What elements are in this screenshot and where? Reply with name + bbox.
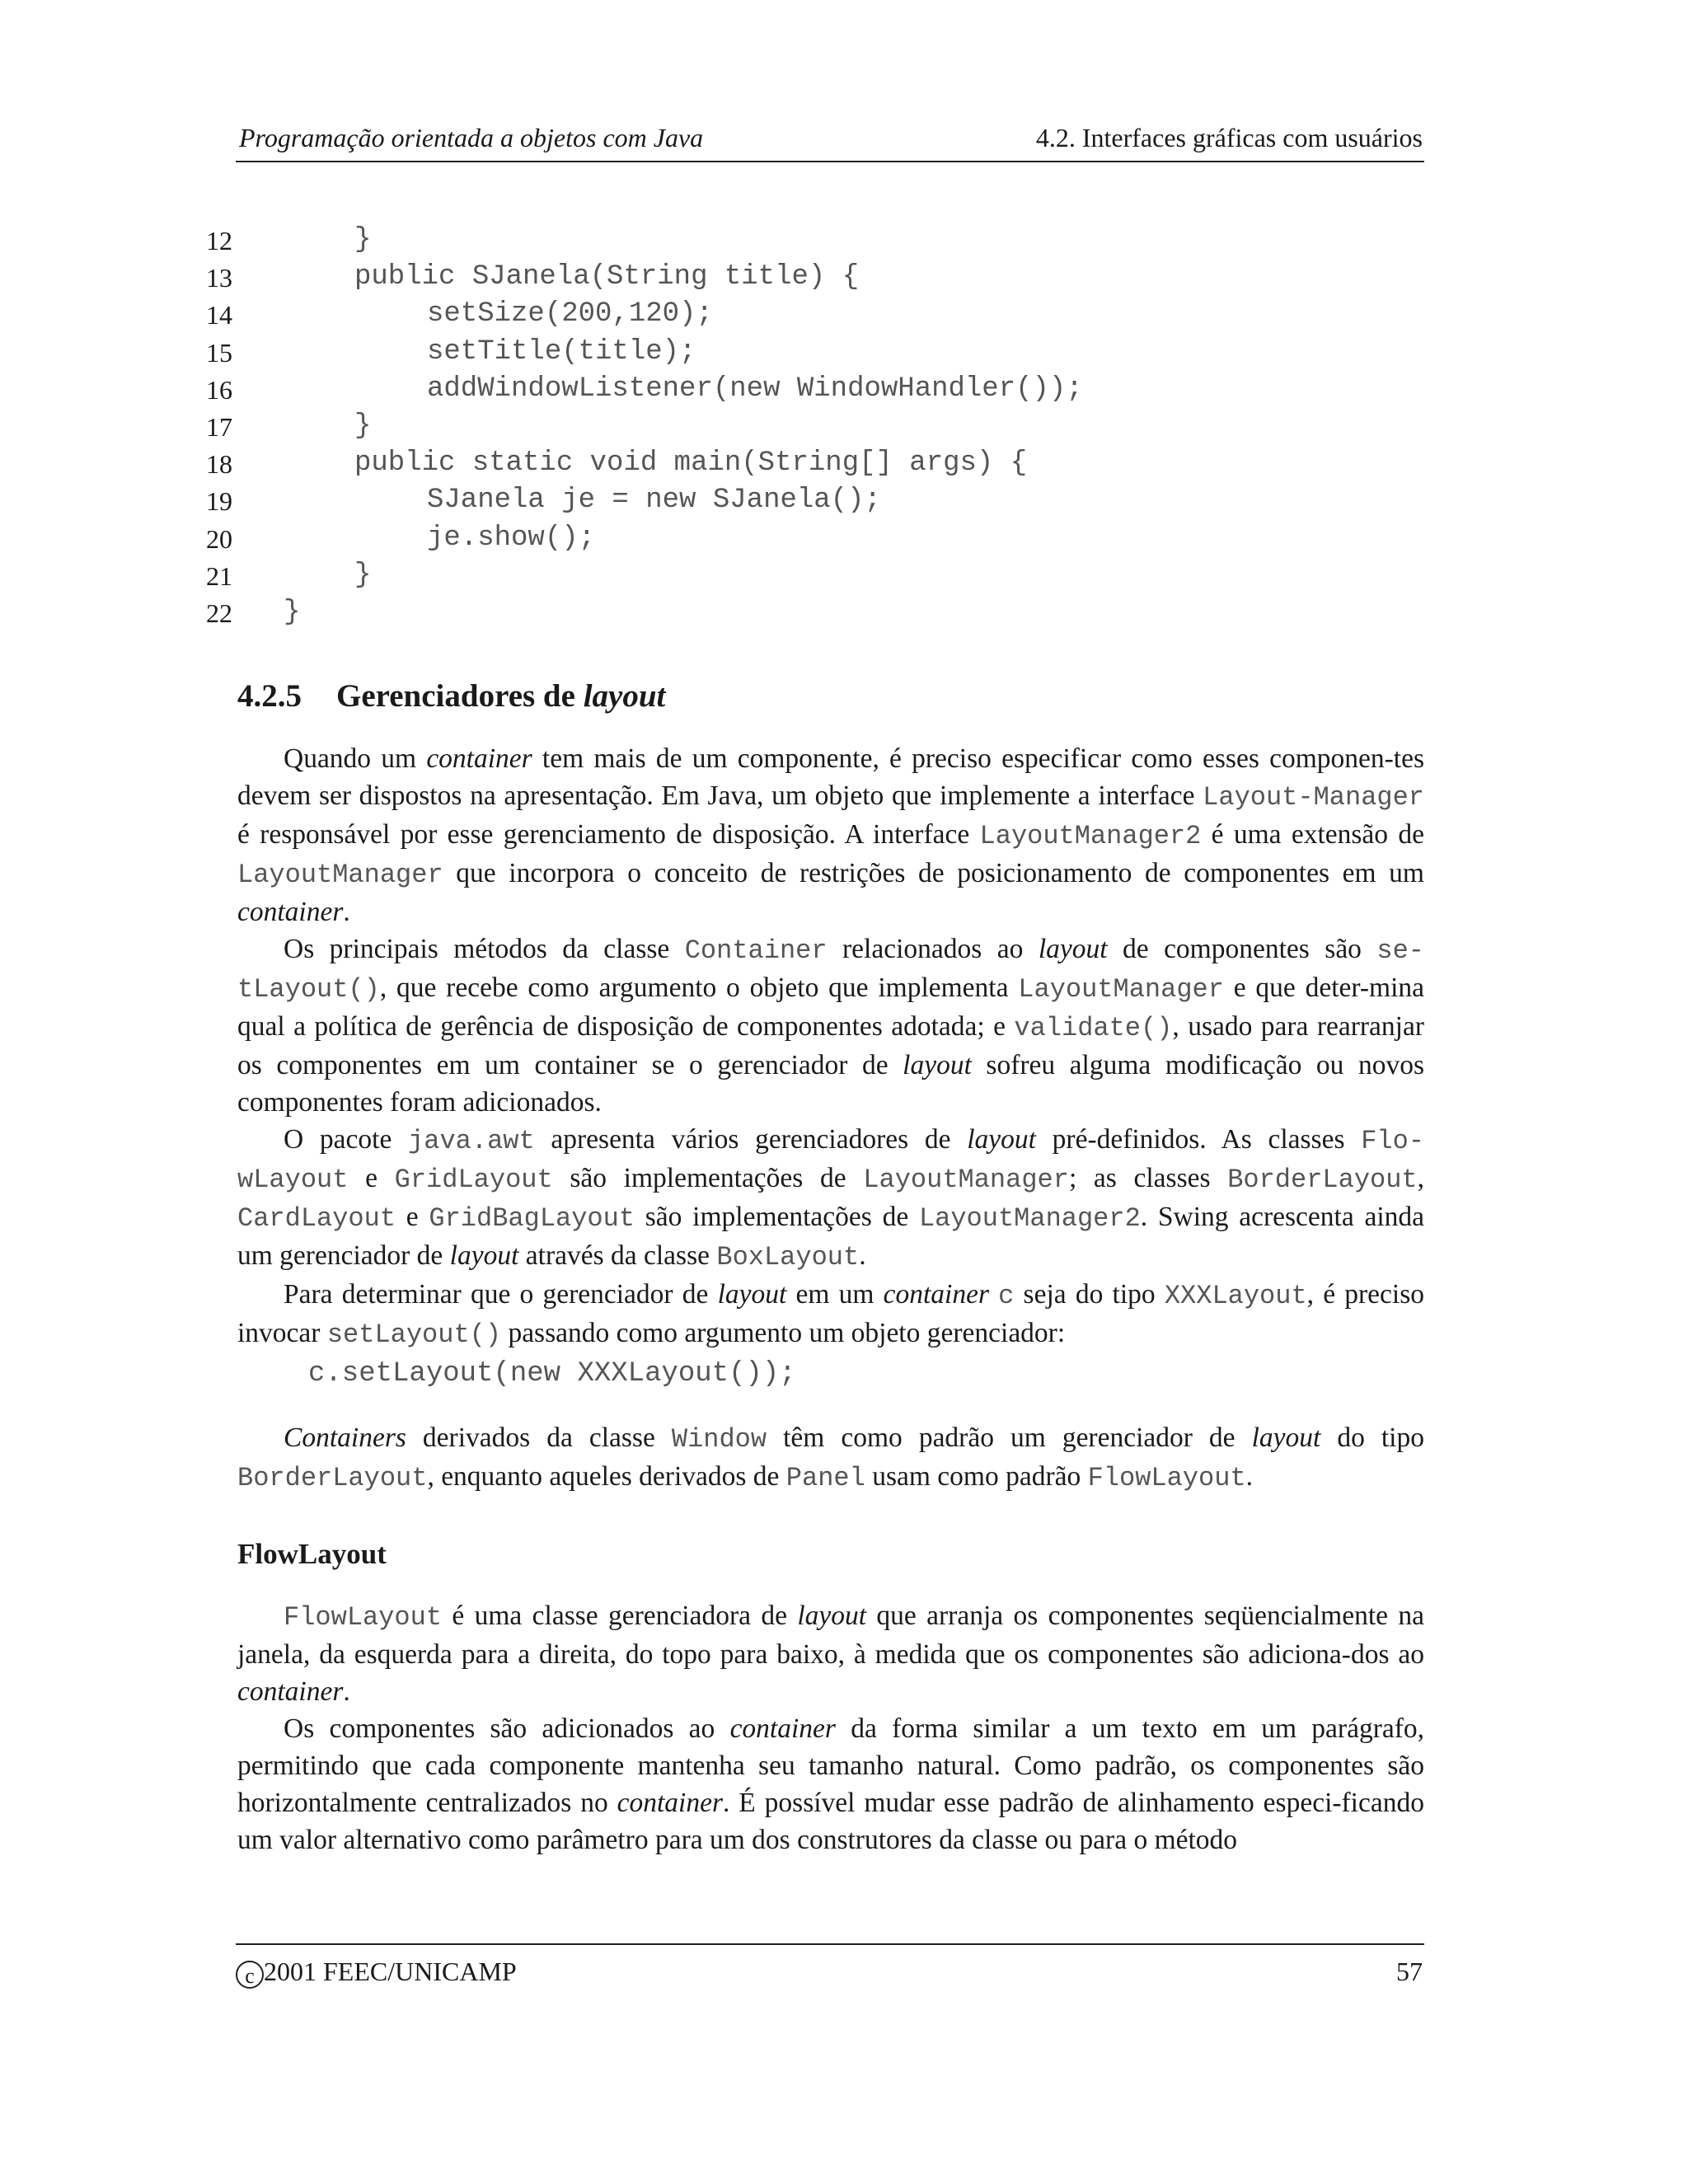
- code-line: [0, 556, 1688, 594]
- footer-copyright-text: 2001 FEEC/UNICAMP: [264, 1957, 517, 1986]
- paragraph-2: Os principais métodos da classe Container relacionados ao layout de componentes são se-tLayout(), que recebe como argumento o objeto que implementa LayoutManager e que deter-mina qual a política de gerência de disposição de componentes adotada; e validate(), usado para rearranjar os componentes em um container se o gerenciador de layout sofreu alguma modificação ou novos componentes foram adicionados.: [237, 934, 1424, 1118]
- code-line: [0, 258, 1688, 296]
- code-text: SJanela je = new SJanela();: [427, 485, 881, 517]
- line-number: 16: [206, 374, 232, 405]
- code-text: je.show();: [427, 522, 596, 554]
- paragraph-7: Os componentes são adicionados ao container da forma similar a um texto em um parágrafo, permitindo que cada componente mantenha seu tamanho natural. Como padrão, os componentes são horizontalmente centralizados no container. É possível mudar esse padrão de alinhamento especi-ficando um valor alternativo como parâmetro para um dos construtores da classe ou para o método: [237, 1713, 1424, 1855]
- line-number: 17: [206, 412, 232, 442]
- footer-rule: [236, 1943, 1424, 1945]
- section-title-italic: layout: [583, 678, 666, 714]
- line-number: 19: [206, 486, 232, 517]
- line-number: 14: [206, 300, 232, 330]
- paragraph-1: Quando um container tem mais de um componente, é preciso especificar como esses componen-tes devem ser dispostos na apresentação. Em Java, um objeto que implemente a interface Layout-Manager é responsável por esse gerenciamento de disposição. A interface LayoutManager2 é uma extensão de LayoutManager que incorpora o conceito de restrições de posicionamento de componentes em um container.: [237, 743, 1424, 927]
- line-number: 13: [206, 263, 232, 293]
- code-text: setTitle(title);: [427, 335, 696, 368]
- code-line: [0, 370, 1688, 408]
- code-line: [0, 519, 1688, 557]
- code-text: }: [354, 559, 372, 591]
- code-example: c.setLayout(new XXXLayout());: [308, 1358, 796, 1390]
- line-number: 18: [206, 449, 232, 480]
- page-number: 57: [1396, 1957, 1423, 1986]
- code-text: }: [284, 597, 301, 628]
- code-line: [0, 295, 1688, 333]
- section-title-text: Gerenciadores de: [336, 678, 584, 714]
- body-text-block-3: [237, 1597, 1424, 1858]
- section-heading: [237, 677, 665, 715]
- code-text: public static void main(String[] args) {: [354, 448, 1028, 480]
- header-section-title: 4.2. Interfaces gráficas com usuários: [1035, 123, 1423, 152]
- code-line: [0, 221, 1688, 259]
- line-number: 12: [206, 226, 232, 255]
- copyright-icon: c: [236, 1961, 264, 1989]
- paragraph-3: O pacote java.awt apresenta vários gerenciadores de layout pré-definidos. As classes Flo-wLayout e GridLayout são implementações de LayoutManager; as classes BorderLayout, CardLayout e GridBagLayout são implementações de LayoutManager2. Swing acrescenta ainda um gerenciador de layout através da classe BoxLayout.: [237, 1124, 1425, 1272]
- line-number: 21: [206, 560, 232, 591]
- running-header: [236, 120, 1424, 162]
- footer-copyright: [236, 1957, 517, 1989]
- code-text: addWindowListener(new WindowHandler());: [427, 373, 1083, 405]
- code-line: [0, 333, 1688, 371]
- line-number: 20: [206, 523, 232, 554]
- section-number: 4.2.5: [237, 678, 302, 714]
- paragraph-5: Containers derivados da classe Window têm como padrão um gerenciador de layout do tipo BorderLayout, enquanto aqueles derivados de Panel usam como padrão FlowLayout.: [237, 1422, 1424, 1493]
- code-line: [0, 444, 1688, 482]
- line-number: 15: [206, 337, 232, 368]
- paragraph-4: Para determinar que o gerenciador de layout em um container c seja do tipo XXXLayout, é preciso invocar setLayout() passando como argumento um objeto gerenciador:: [237, 1279, 1425, 1350]
- code-text: setSize(200,120);: [427, 298, 713, 330]
- code-text: }: [354, 224, 372, 255]
- body-text-block-2: [237, 1419, 1424, 1497]
- paragraph-6: FlowLayout é uma classe gerenciadora de layout que arranja os componentes seqüencialmente na janela, da esquerda para a direita, do topo para baixo, à medida que os componentes são adiciona-dos ao container.: [237, 1601, 1424, 1707]
- code-line: [0, 407, 1688, 445]
- code-text: public SJanela(String title) {: [354, 261, 860, 293]
- subsection-heading: FlowLayout: [237, 1538, 387, 1570]
- code-text: }: [354, 410, 372, 442]
- code-line: [0, 481, 1688, 519]
- header-book-title: Programação orientada a objetos com Java: [239, 123, 704, 152]
- line-number: 22: [206, 598, 232, 628]
- body-text-block-1: [237, 740, 1424, 1353]
- code-line: [0, 593, 1688, 631]
